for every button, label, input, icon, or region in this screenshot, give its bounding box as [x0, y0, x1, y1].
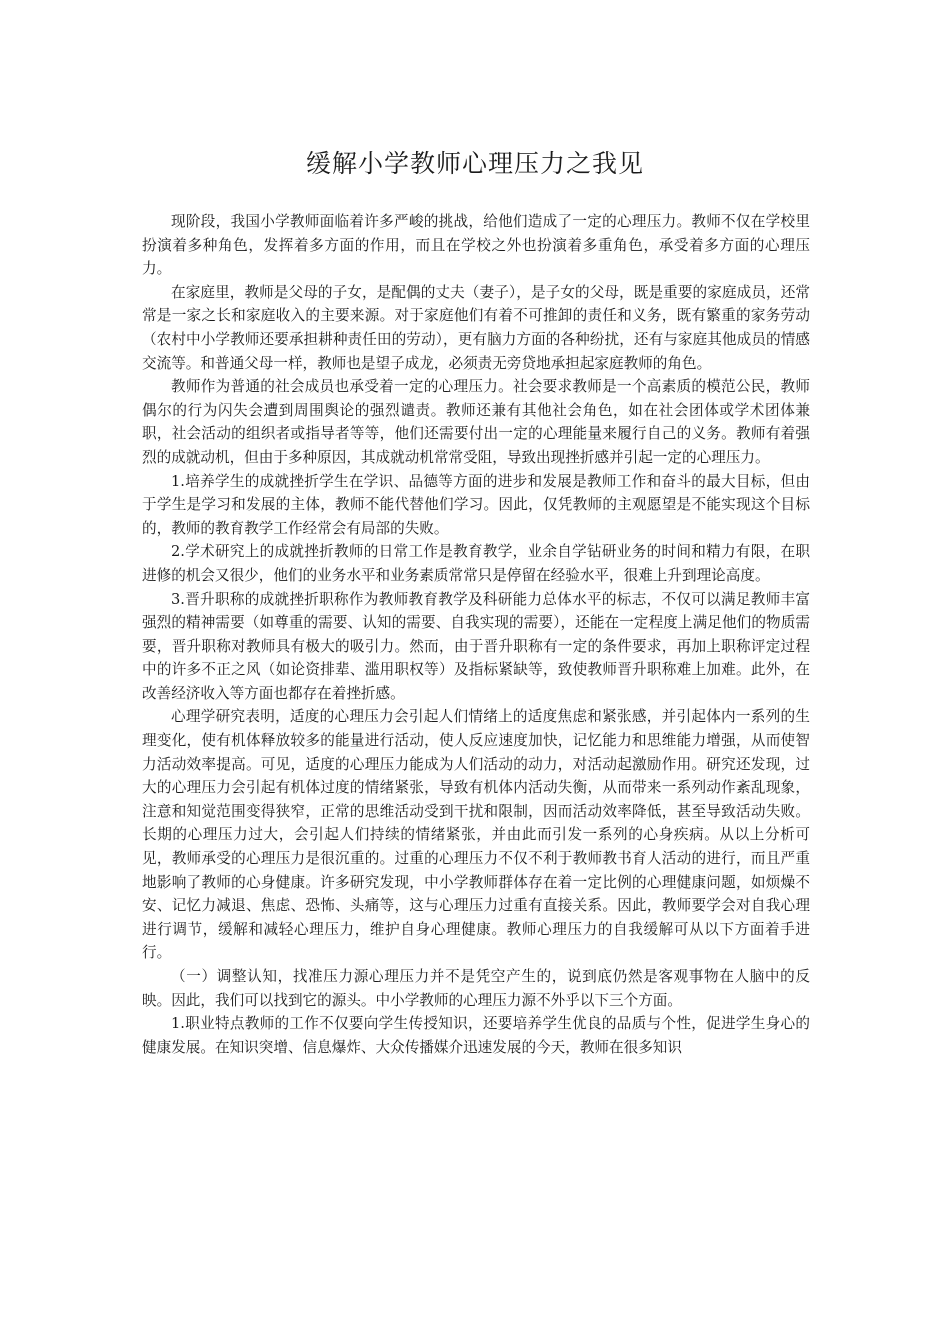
document-title: 缓解小学教师心理压力之我见 [305, 149, 644, 178]
paragraph: 在家庭里，教师是父母的子女，是配偶的丈夫（妻子），是子女的父母，既是重要的家庭成员，还常常是一家之长和家庭收入的主要来源。对于家庭他们有着不可推卸的责任和义务，既有繁重的家务劳动（农村中小学教师还要承担耕种责任田的劳动），更有脑力方面的各种纷扰，还有与家庭其他成员的情感交流等。和普通父母一样，教师也是望子成龙，必须责无旁贷地承担起家庭教师的角色。 [142, 283, 810, 372]
paragraph: 1.职业特点教师的工作不仅要向学生传授知识，还要培养学生优良的品质与个性，促进学生身心的健康发展。在知识突增、信息爆炸、大众传播媒介迅速发展的今天，教师在很多知识 [142, 1015, 810, 1056]
paragraph: 现阶段，我国小学教师面临着许多严峻的挑战，给他们造成了一定的心理压力。教师不仅在学校里扮演着多种角色，发挥着多方面的作用，而且在学校之外也扮演着多重角色，承受着多方面的心理压力。 [142, 213, 810, 278]
paragraph: （一）调整认知，找准压力源心理压力并不是凭空产生的，说到底仍然是客观事物在人脑中的反映。因此，我们可以找到它的源头。中小学教师的心理压力源不外乎以下三个方面。 [142, 968, 810, 1009]
paragraph: 心理学研究表明，适度的心理压力会引起人们情绪上的适度焦虑和紧张感，并引起体内一系列的生理变化，使有机体释放较多的能量进行活动，使人反应速度加快，记忆能力和思维能力增强，从而使智力活动效率提高。可见，适度的心理压力能成为人们活动的动力，对活动起激励作用。研究还发现，过大的心理压力会引起有机体过度的情绪紧张，导致有机体内活动失衡，从而带来一系列动作紊乱现象，注意和知觉范围变得狭窄，正常的思维活动受到干扰和限制，因而活动效率降低，甚至导致活动失败。长期的心理压力过大，会引起人们持续的情绪紧张，并由此而引发一系列的心身疾病。从以上分析可见，教师承受的心理压力是很沉重的。过重的心理压力不仅不利于教师教书育人活动的进行，而且严重地影响了教师的心身健康。许多研究发现，中小学教师群体存在着一定比例的心理健康问题，如烦燥不安、记忆力减退、焦虑、恐怖、头痛等，这与心理压力过重有直接关系。因此，教师要学会对自我心理进行调节，缓解和减轻心理压力，维护自身心理健康。教师心理压力的自我缓解可从以下方面着手进行。 [142, 708, 810, 962]
document-body [142, 210, 810, 1059]
paragraph: 2.学术研究上的成就挫折教师的日常工作是教育教学，业余自学钻研业务的时间和精力有限，在职进修的机会又很少，他们的业务水平和业务素质常常只是停留在经验水平，很难上升到理论高度。 [142, 543, 810, 584]
paragraph: 1.培养学生的成就挫折学生在学识、品德等方面的进步和发展是教师工作和奋斗的最大目标，但由于学生是学习和发展的主体，教师不能代替他们学习。因此，仅凭教师的主观愿望是不能实现这个目标的，教师的教育教学工作经常会有局部的失败。 [142, 472, 810, 537]
paragraph: 教师作为普通的社会成员也承受着一定的心理压力。社会要求教师是一个高素质的模范公民，教师偶尔的行为闪失会遭到周围舆论的强烈谴责。教师还兼有其他社会角色，如在社会团体或学术团体兼职，社会活动的组织者或指导者等等，他们还需要付出一定的心理能量来履行自己的义务。教师有着强烈的成就动机，但由于多种原因，其成就动机常常受阻，导致出现挫折感并引起一定的心理压力。 [142, 378, 810, 466]
paragraph: 3.晋升职称的成就挫折职称作为教师教育教学及科研能力总体水平的标志，不仅可以满足教师丰富强烈的精神需要（如尊重的需要、认知的需要、自我实现的需要），还能在一定程度上满足他们的物质需要，晋升职称对教师具有极大的吸引力。然而，由于晋升职称有一定的条件要求，再加上职称评定过程中的许多不正之风（如论资排辈、滥用职权等）及指标紧缺等，致使教师晋升职称难上加难。此外，在改善经济收入等方面也都存在着挫折感。 [142, 590, 810, 702]
